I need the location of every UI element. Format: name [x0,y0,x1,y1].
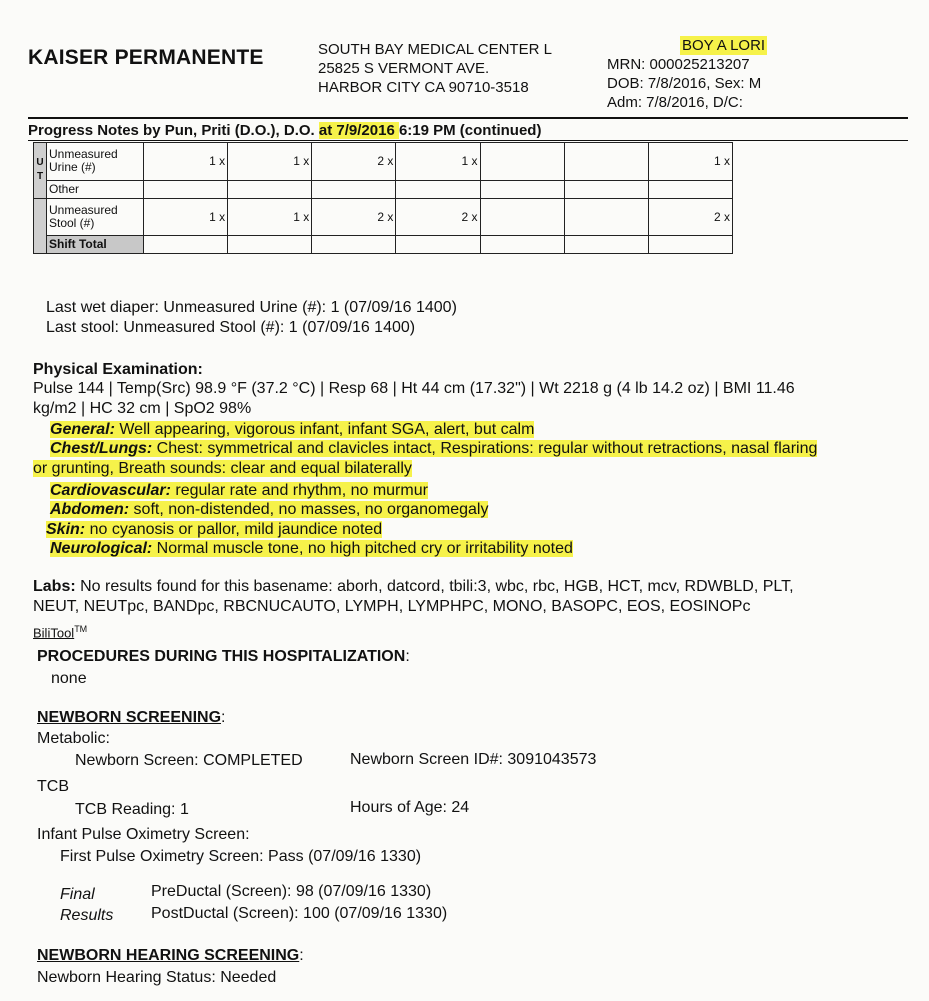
hearing-heading: NEWBORN HEARING SCREENING: [37,947,304,964]
procedures-heading: PROCEDURES DURING THIS HOSPITALIZATION: [37,648,410,665]
last-wet-diaper: Last wet diaper: Unmeasured Urine (#): 1 (07/09/16 1400) [46,299,457,316]
exam-general: General: Well appearing, vigorous infant, infant SGA, alert, but calm [50,421,535,438]
io-table [33,142,733,254]
table-cell [564,180,648,198]
table-cell [480,236,564,254]
progress-notes-line: Progress Notes by Pun, Priti (D.O.), D.O. at 7/9/2016 6:19 PM (continued) [28,122,542,139]
exam-neuro: Neurological: Normal muscle tone, no high pitched cry or irritability noted [50,540,573,557]
header-divider [28,117,908,119]
pulse-ox-label: Infant Pulse Oximetry Screen: [37,826,250,843]
table-cell [564,236,648,254]
table-cell: 2 x [396,198,480,236]
table-cell: 1 x [144,143,228,181]
brand-title: KAISER PERMANENTE [28,46,264,69]
last-stool: Last stool: Unmeasured Stool (#): 1 (07/09/16 1400) [46,319,416,336]
row-label: Unmeasured Stool (#) [47,198,144,236]
exam-chest-cont: or grunting, Breath sounds: clear and equal bilaterally [33,460,412,477]
table-cell [648,180,732,198]
table-cell [396,180,480,198]
labs-line-2: NEUT, NEUTpc, BANDpc, RBCNUCAUTO, LYMPH, LYMPHPC, MONO, BASOPC, EOS, EOSINOPc [33,598,751,615]
table-cell: 1 x [396,143,480,181]
exam-cardio: Cardiovascular: regular rate and rhythm, no murmur [50,482,428,499]
exam-chest: Chest/Lungs: Chest: symmetrical and clavicles intact, Respirations: regular without retractions, nasal flaring [50,440,818,457]
vitals-line-1: Pulse 144 | Temp(Src) 98.9 °F (37.2 °C) | Resp 68 | Ht 44 cm (17.32") | Wt 2218 g (4 lb 14.2 oz) | BMI 11.46 [33,380,795,397]
facility-city: HARBOR CITY CA 90710-3518 [318,79,529,96]
table-cell [480,180,564,198]
progress-divider [28,140,908,141]
table-row [34,180,733,198]
side-blank [34,198,47,254]
table-cell: 1 x [648,143,732,181]
table-cell [312,180,396,198]
patient-mrn: MRN: 000025213207 [607,56,750,73]
table-cell [144,236,228,254]
patient-name: BOY A LORI [682,37,766,54]
preductal: PreDuctal (Screen): 98 (07/09/16 1330) [151,883,432,900]
first-pulse-ox: First Pulse Oximetry Screen: Pass (07/09/16 1330) [60,848,422,865]
exam-heading: Physical Examination: [33,361,203,378]
table-row [34,236,733,254]
tcb-label: TCB [37,778,69,795]
table-cell [228,236,312,254]
table-cell [564,198,648,236]
row-label: Unmeasured Urine (#) [47,143,144,181]
facility-name: SOUTH BAY MEDICAL CENTER L [318,41,552,58]
table-cell [480,143,564,181]
metabolic-label: Metabolic: [37,730,110,747]
table-cell: 1 x [228,198,312,236]
table-cell [312,236,396,254]
screening-heading: NEWBORN SCREENING: [37,709,226,726]
table-cell: 2 x [312,143,396,181]
hours-of-age: Hours of Age: 24 [350,799,470,816]
facility-street: 25825 S VERMONT AVE. [318,60,490,77]
table-cell [228,180,312,198]
exam-skin: Skin: no cyanosis or pallor, mild jaundice noted [46,521,383,538]
patient-admission: Adm: 7/8/2016, D/C: [607,94,743,111]
table-cell [144,180,228,198]
final-label: Final [60,886,95,903]
table-cell: 2 x [648,198,732,236]
patient-dob-sex: DOB: 7/8/2016, Sex: M [607,75,762,92]
exam-abdomen: Abdomen: soft, non-distended, no masses, no organomegaly [50,501,489,518]
nbs-id: Newborn Screen ID#: 3091043573 [350,751,597,768]
bilitool-link[interactable]: BiliTool™ [33,624,88,641]
table-row [34,198,733,236]
table-row [34,143,733,181]
nbs-status: Newborn Screen: COMPLETED [75,752,303,769]
note-date: at 7/9/2016 [318,122,399,139]
facility-address [318,40,552,97]
table-cell [648,236,732,254]
procedures-value: none [51,670,87,687]
table-cell [396,236,480,254]
hearing-status: Newborn Hearing Status: Needed [37,969,277,986]
patient-info [607,36,767,112]
side-label: U T [34,143,47,199]
table-cell [480,198,564,236]
table-cell: 2 x [312,198,396,236]
table-cell: 1 x [228,143,312,181]
table-cell: 1 x [144,198,228,236]
results-label: Results [60,907,114,924]
row-label: Other [47,180,144,198]
vitals-line-2: kg/m2 | HC 32 cm | SpO2 98% [33,400,252,417]
tcb-reading: TCB Reading: 1 [75,801,189,818]
table-cell [564,143,648,181]
postductal: PostDuctal (Screen): 100 (07/09/16 1330) [151,905,448,922]
labs-line-1: Labs: No results found for this basename: aborh, datcord, tbili:3, wbc, rbc, HGB, HCT, mcv, RDWBLD, PLT, [33,578,794,595]
row-label: Shift Total [47,236,144,254]
